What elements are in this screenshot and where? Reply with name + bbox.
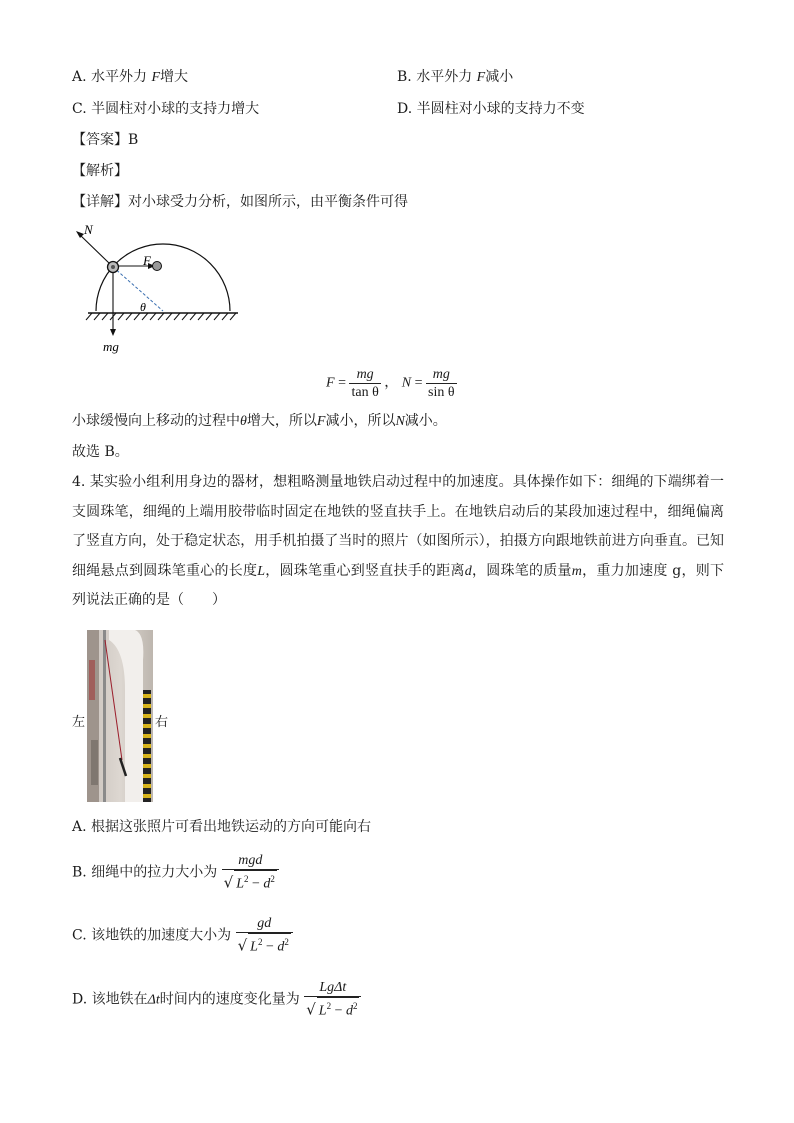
photo-left-label: 左 bbox=[72, 715, 86, 730]
conclusion-n: N bbox=[395, 414, 405, 429]
gravity-arrowhead bbox=[110, 329, 116, 336]
q4-option-c bbox=[72, 915, 293, 956]
stem-var-l: L bbox=[257, 563, 266, 579]
q4-option-c-num: gd bbox=[236, 915, 293, 933]
fraction-mg-sin-den: sin θ bbox=[428, 385, 455, 400]
conclusion-part-4: 减小。 bbox=[404, 413, 447, 429]
detail-tag: 【详解】 bbox=[72, 194, 128, 210]
label-f: F bbox=[143, 253, 151, 268]
label-n: N bbox=[84, 222, 93, 237]
option-b bbox=[397, 68, 513, 87]
q4-option-d-num: LgΔt bbox=[304, 979, 361, 997]
q4-option-d-root-exp-1: 2 bbox=[326, 1001, 332, 1011]
q4-option-b-root-exp-2: 2 bbox=[270, 874, 275, 884]
detail-text: 对小球受力分析，如图所示，由平衡条件可得 bbox=[128, 194, 408, 210]
ground-hatching bbox=[86, 313, 236, 320]
q4-option-b-root-exp-1: 2 bbox=[244, 874, 249, 884]
force-diagram bbox=[70, 218, 250, 358]
option-c: C. 半圆柱对小球的支持力增大 bbox=[72, 101, 260, 117]
radius-dashed-line bbox=[113, 267, 163, 311]
q4-option-d-dt: Δt bbox=[147, 992, 160, 1008]
q4-option-d bbox=[72, 979, 361, 1020]
answer-tag: 【答案】 bbox=[72, 132, 128, 148]
subway-photo bbox=[87, 630, 153, 802]
q4-option-c-root-minus: − bbox=[265, 939, 274, 955]
q4-option-c-den: √ $L^2 - d^2$ bbox=[236, 933, 293, 956]
fraction-mg-tan-den: tan θ bbox=[351, 385, 379, 400]
question-4-stem bbox=[72, 468, 724, 616]
q4-option-b-num: mgd bbox=[222, 852, 279, 870]
q4-option-c-root-exp-1: 2 bbox=[257, 937, 263, 947]
formula-eq-2: = bbox=[414, 375, 423, 391]
ball-position-marker bbox=[153, 262, 162, 271]
formula-eq-1: = bbox=[338, 375, 346, 391]
option-a-text: A. 水平外力 bbox=[72, 69, 148, 85]
fraction-mg-tan-num: mg bbox=[349, 366, 380, 384]
conclusion-f: F bbox=[316, 414, 326, 429]
q4-option-c-text: C. 该地铁的加速度大小为 bbox=[72, 927, 232, 944]
fraction-mg-tan bbox=[349, 366, 380, 401]
q4-option-b bbox=[72, 852, 279, 893]
q4-option-b-fraction bbox=[222, 852, 279, 893]
option-a-end: 增大 bbox=[160, 69, 189, 85]
q4-option-d-den: √ $L^2 - d^2$ bbox=[304, 997, 361, 1020]
analysis-tag: 【解析】 bbox=[72, 163, 128, 179]
conclusion-part-1: 小球缓慢向上移动的过程中 bbox=[72, 413, 240, 429]
q4-option-b-den: √ $L^2 - d^2$ bbox=[222, 870, 279, 893]
option-d: D. 半圆柱对小球的支持力不变 bbox=[397, 101, 585, 117]
q4-option-d-root-l: L bbox=[318, 1003, 327, 1019]
q4-option-c-root-l: L bbox=[250, 939, 258, 955]
semicircle-outline bbox=[96, 244, 230, 311]
answer-line bbox=[72, 131, 138, 149]
option-b-text: B. 水平外力 bbox=[397, 69, 473, 85]
conclusion-part-3: 减小，所以 bbox=[325, 413, 396, 429]
formula-n: N bbox=[401, 375, 412, 391]
q4-option-d-text: D. 该地铁在 bbox=[72, 991, 148, 1008]
option-b-end: 减小 bbox=[485, 69, 514, 85]
q4-option-b-root-d: d bbox=[263, 876, 271, 892]
option-a bbox=[72, 68, 188, 87]
q4-option-b-root-l: L bbox=[236, 876, 245, 892]
normal-force-arrow bbox=[79, 234, 110, 264]
q4-option-c-fraction bbox=[236, 915, 293, 956]
formula-line bbox=[326, 366, 457, 401]
formula-f: F bbox=[326, 375, 335, 391]
stem-part-1: 4. 某实验小组利用身边的器材，想粗略测量地铁启动过程中的加速度。具体操作如下：细绳的下端绑着一支圆珠笔，细绳的上端用胶带临时固定在地铁的竖直扶手上。在地铁启动后的某段加速过程中，细绳偏离了竖直方向，处于稳定状态，用手机拍摄了当时的照片（如图所示），拍摄方向跟地铁前进方向垂直。已知细绳悬点到圆珠笔重心的长度 bbox=[72, 474, 724, 579]
conclusion-line bbox=[72, 412, 447, 431]
q4-option-c-root-exp-2: 2 bbox=[284, 937, 289, 947]
detail-line bbox=[72, 193, 408, 211]
ball-center bbox=[111, 265, 115, 269]
q4-option-a: A. 根据这张照片可看出地铁运动的方向可能向右 bbox=[72, 819, 372, 835]
stem-part-4: ，重力加速度 g，则下列说法正确的是（ ） bbox=[72, 562, 725, 608]
q4-option-b-text: B. 细绳中的拉力大小为 bbox=[72, 864, 218, 881]
stem-part-2: ，圆珠笔重心到竖直扶手的距离 bbox=[265, 562, 465, 579]
label-theta: θ bbox=[140, 300, 146, 314]
label-mg: mg bbox=[103, 339, 119, 354]
stem-var-m: m bbox=[571, 563, 582, 579]
stem-part-3: ，圆珠笔的质量 bbox=[471, 562, 572, 579]
option-a-var: F bbox=[151, 70, 161, 85]
answer-value: B bbox=[128, 132, 139, 148]
formula-sep: ， bbox=[384, 375, 399, 391]
fraction-mg-sin-num: mg bbox=[426, 366, 457, 384]
q4-option-d-fraction bbox=[304, 979, 361, 1020]
q4-option-b-root-minus: − bbox=[252, 876, 260, 892]
q4-option-d-root-exp-2: 2 bbox=[352, 1001, 358, 1011]
conclusion-part-2: 增大，所以 bbox=[246, 413, 317, 429]
conclusion-theta: θ bbox=[240, 414, 247, 429]
q4-option-c-root-d: d bbox=[277, 939, 285, 955]
q4-option-d-root-d: d bbox=[345, 1003, 353, 1019]
option-b-var: F bbox=[476, 70, 486, 85]
photo-right-label: 右 bbox=[155, 715, 169, 730]
stem-var-d: d bbox=[464, 563, 472, 579]
choose-line: 故选 B。 bbox=[72, 444, 129, 460]
q4-option-d-root-minus: − bbox=[334, 1003, 343, 1019]
fraction-mg-sin bbox=[426, 366, 457, 401]
q4-option-d-text-2: 时间内的速度变化量为 bbox=[159, 991, 300, 1008]
